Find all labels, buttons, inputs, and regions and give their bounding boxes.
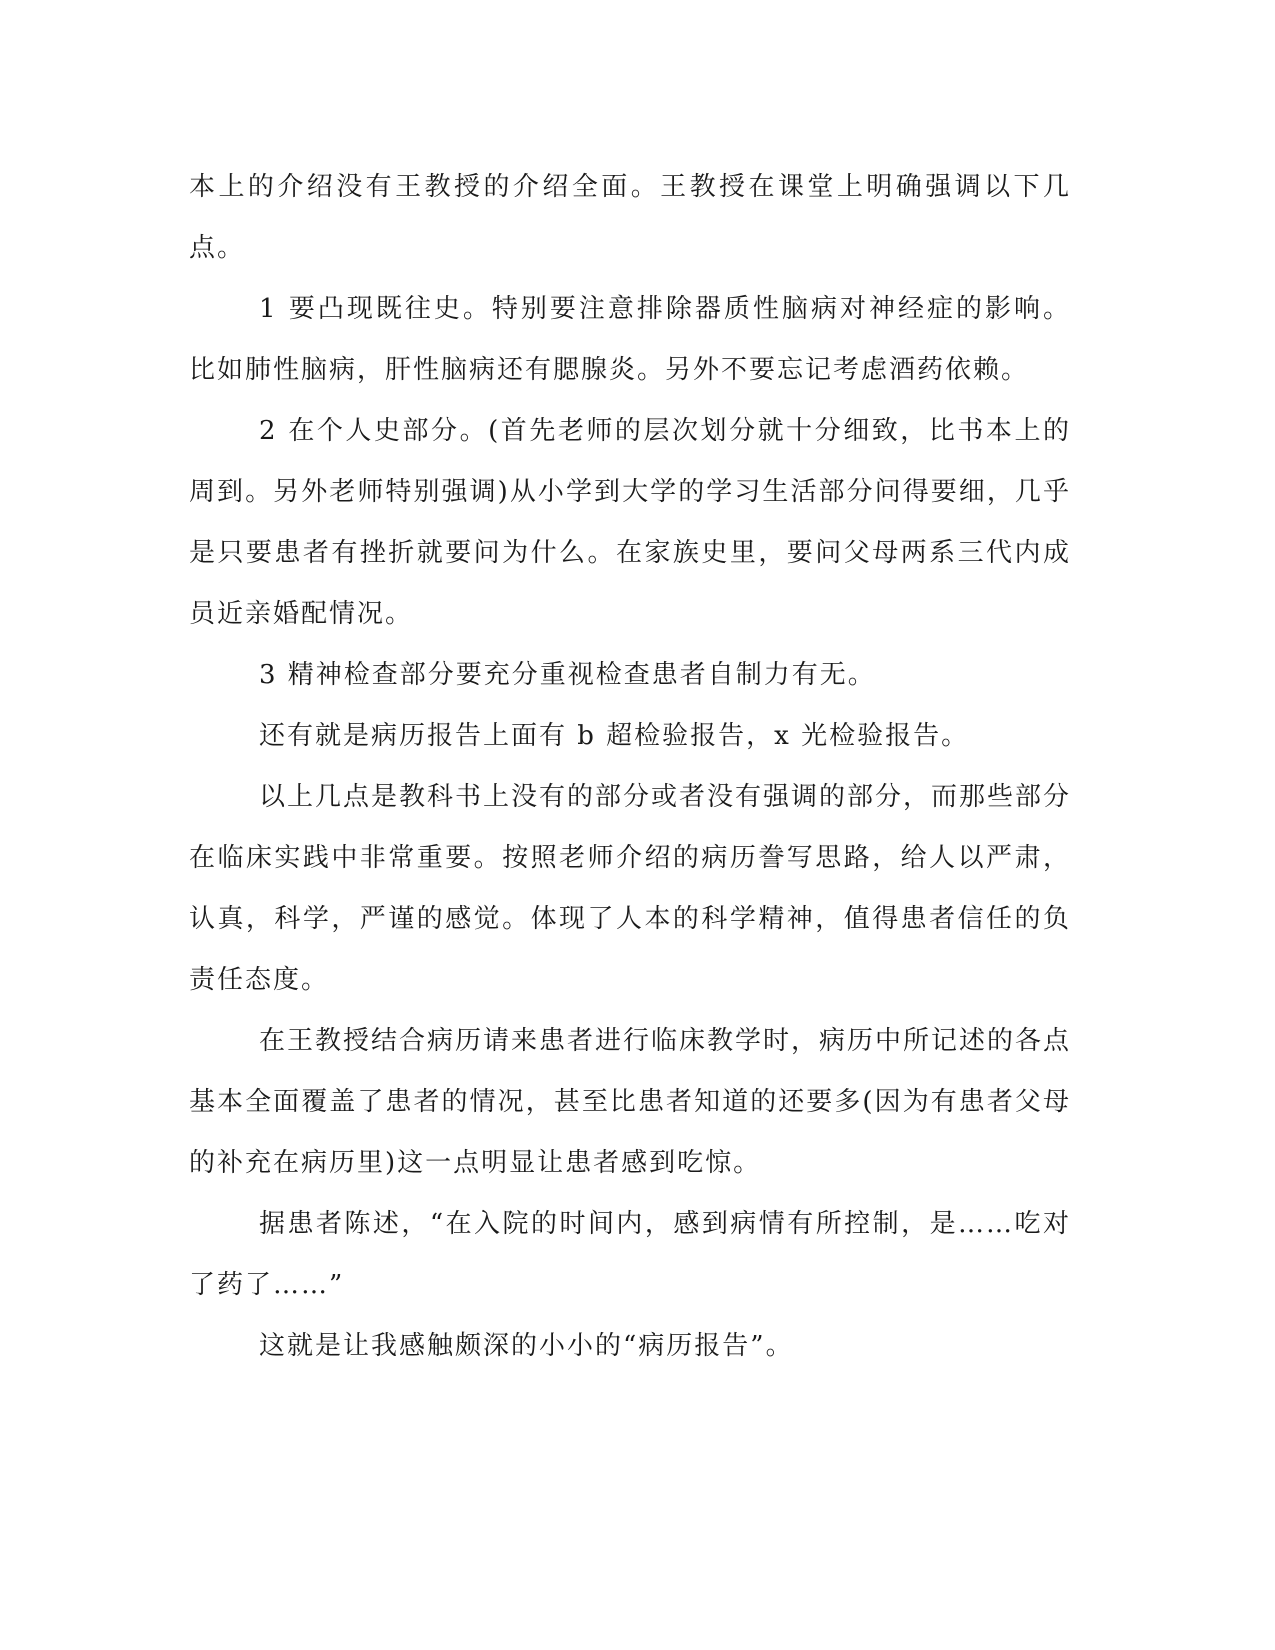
paragraph: 还有就是病历报告上面有 b 超检验报告，x 光检验报告。 (259, 721, 970, 751)
paragraph: 本上的介绍没有王教授的介绍全面。王教授在课堂上明确强调以下几点。 (189, 172, 1071, 263)
paragraph: 以上几点是教科书上没有的部分或者没有强调的部分，而那些部分在临床实践中非常重要。按照老师介绍的病历誊写思路，给人以严肃，认真，科学，严谨的感觉。体现了人本的科学精神，值得患者信任的负责任态度。 (189, 782, 1072, 995)
paragraph: 3 精神检查部分要充分重视检查患者自制力有无。 (259, 660, 876, 690)
paragraph: 这就是让我感触颇深的小小的“病历报告”。 (259, 1331, 794, 1361)
paragraph: 在王教授结合病历请来患者进行临床教学时，病历中所记述的各点基本全面覆盖了患者的情况，甚至比患者知道的还要多(因为有患者父母的补充在病历里)这一点明显让患者感到吃惊。 (189, 1026, 1072, 1178)
paragraph: 据患者陈述，“在入院的时间内，感到病情有所控制，是……吃对了药了……” (189, 1209, 1071, 1300)
paragraph: 2 在个人史部分。(首先老师的层次划分就十分细致，比书本上的周到。另外老师特别强调)从小学到大学的学习生活部分问得要细，几乎是只要患者有挫折就要问为什么。在家族史里，要问父母两系三代内成员近亲婚配情况。 (189, 416, 1071, 629)
paragraph: 1 要凸现既往史。特别要注意排除器质性脑病对神经症的影响。比如肺性脑病，肝性脑病还有腮腺炎。另外不要忘记考虑酒药依赖。 (189, 294, 1071, 385)
document-body (189, 157, 1071, 1377)
